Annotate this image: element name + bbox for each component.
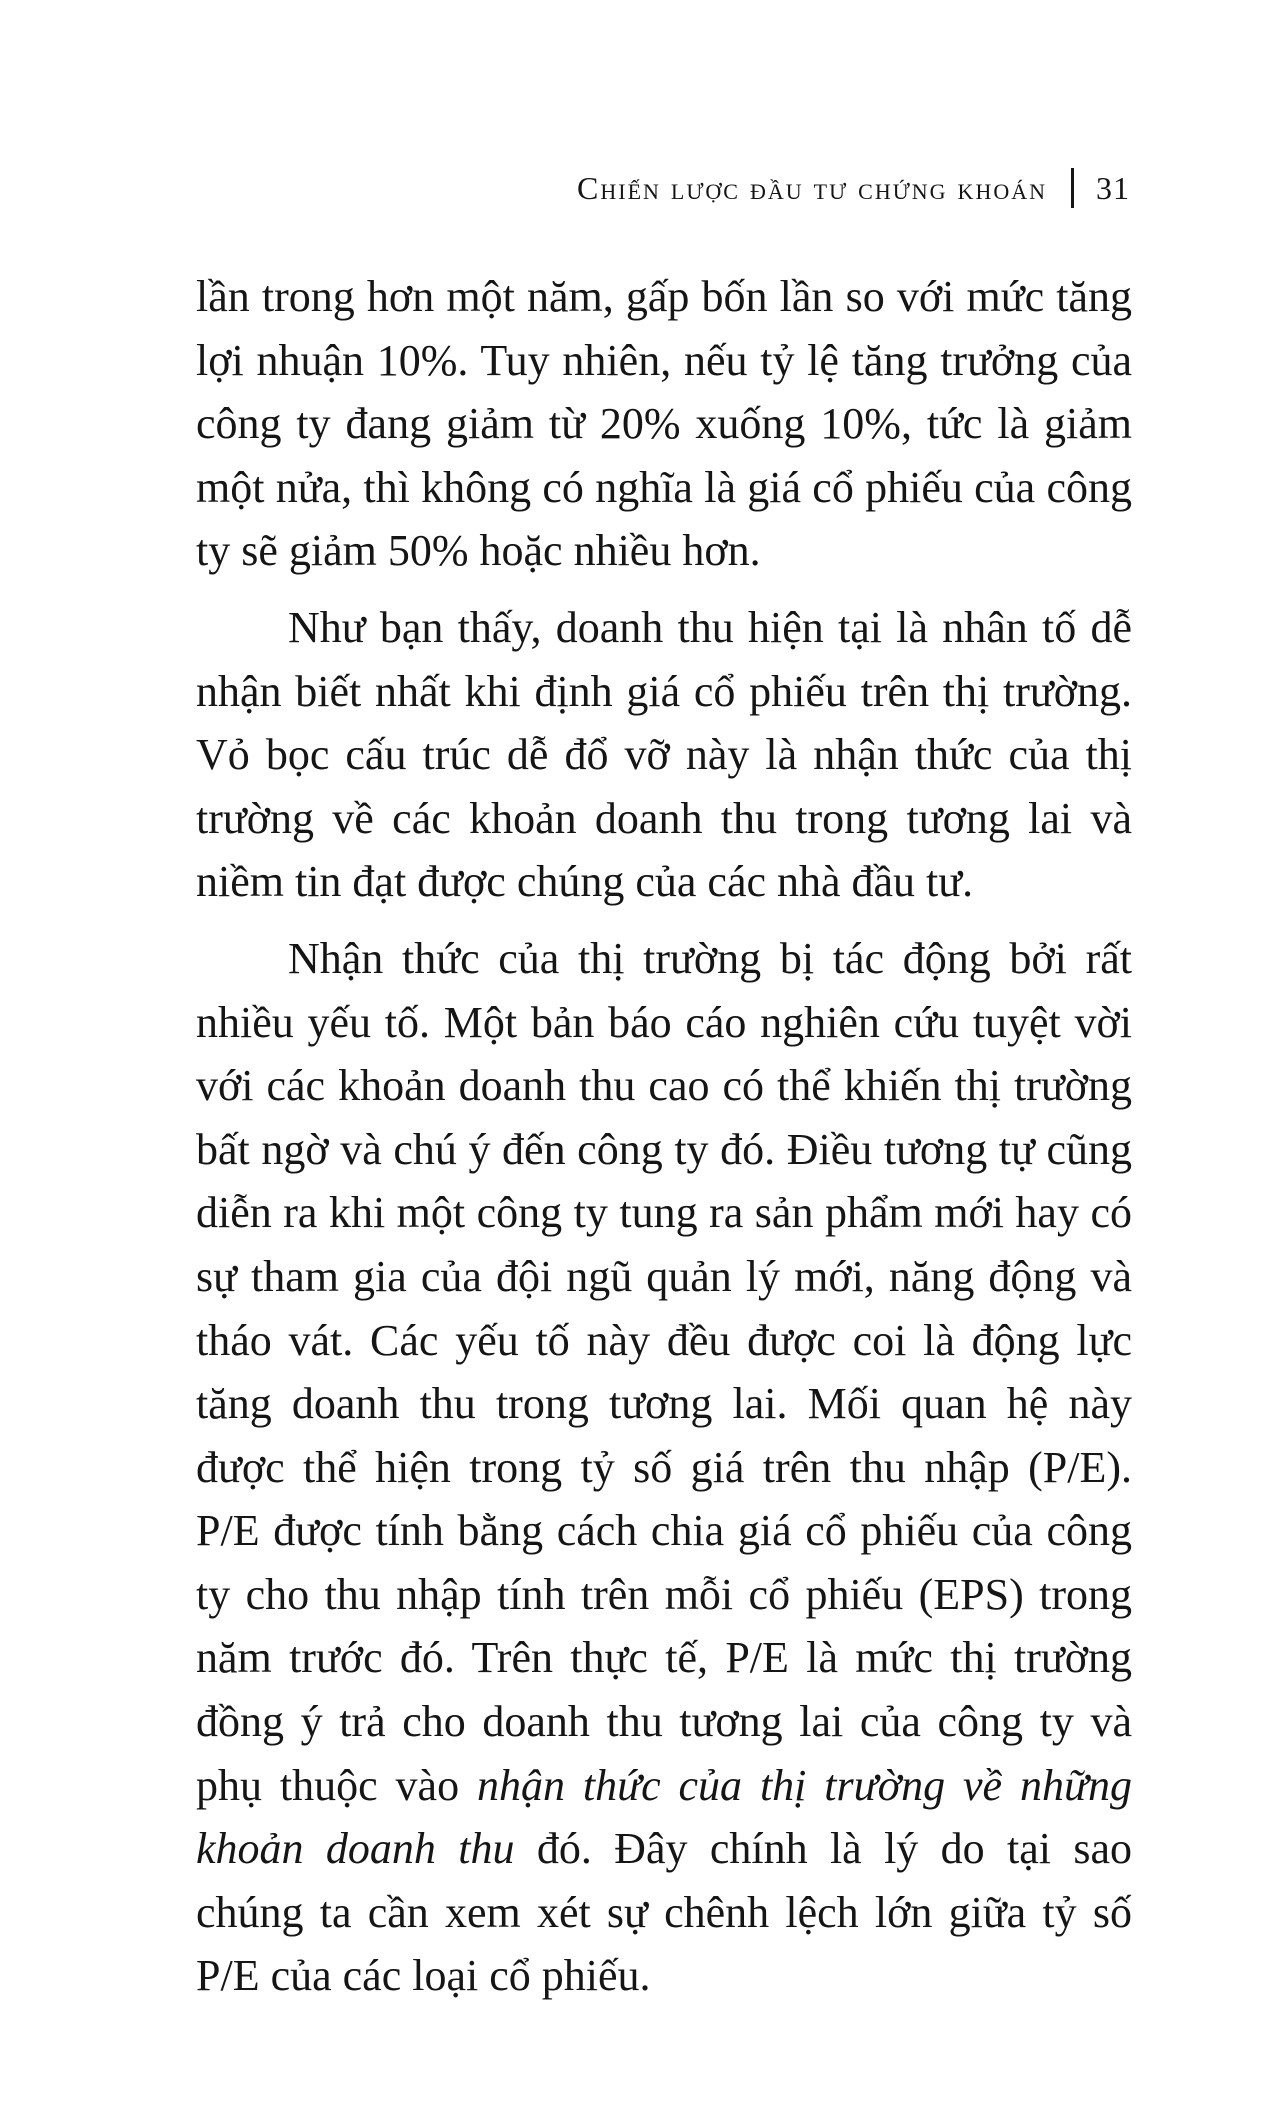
header-divider [1071,168,1074,208]
body-text [196,265,1132,2008]
paragraph-1: lần trong hơn một năm, gấp bốn lần so với mức tăng lợi nhuận 10%. Tuy nhiên, nếu tỷ lệ tăng trưởng của công ty đang giảm từ 20% xuống 10%, tức là giảm một nửa, thì không có nghĩa là giá cổ phiếu của công ty sẽ giảm 50% hoặc nhiều hơn. [196,272,1132,576]
page-number: 31 [1096,170,1130,206]
chapter-title: Chiến lược đầu tư chứng khoán [577,170,1047,206]
paragraph-3 [196,927,1132,2008]
paragraph-2: Như bạn thấy, doanh thu hiện tại là nhân tố dễ nhận biết nhất khi định giá cổ phiếu trên thị trường. Vỏ bọc cấu trúc dễ đổ vỡ này là nhận thức của thị trường về các khoản doanh thu trong tương lai và niềm tin đạt được chúng của các nhà đầu tư. [196,602,1132,907]
running-header [577,168,1130,208]
paragraph-3-text: Nhận thức của thị trường bị tác động bởi rất nhiều yếu tố. Một bản báo cáo nghiên cứu tuyệt vời với các khoản doanh thu cao có thể khiến thị trường bất ngờ và chú ý đến công ty đó. Điều tương tự cũng diễn ra khi một công ty tung ra sản phẩm mới hay có sự tham gia của đội ngũ quản lý mới, năng động và tháo vát. Các yếu tố này đều được coi là động lực tăng doanh thu trong tương lai. Mối quan hệ này được thể hiện trong tỷ số giá trên thu nhập (P/E). P/E được tính bằng cách chia giá cổ phiếu của công ty cho thu nhập tính trên mỗi cổ phiếu (EPS) trong năm trước đó. Trên thực tế, P/E là mức thị trường đồng ý trả cho doanh thu tương lai của công ty và phụ thuộc vào [196,933,1132,1810]
paragraph-3-emphasis: nhận thức của thị trường về những khoản doanh thu [196,1760,1132,1874]
paragraph-3-text-end: đó. Đây chính là lý do tại sao chúng ta cần xem xét sự chênh lệch lớn giữa tỷ số P/E của các loại cổ phiếu. [196,1824,1132,2001]
